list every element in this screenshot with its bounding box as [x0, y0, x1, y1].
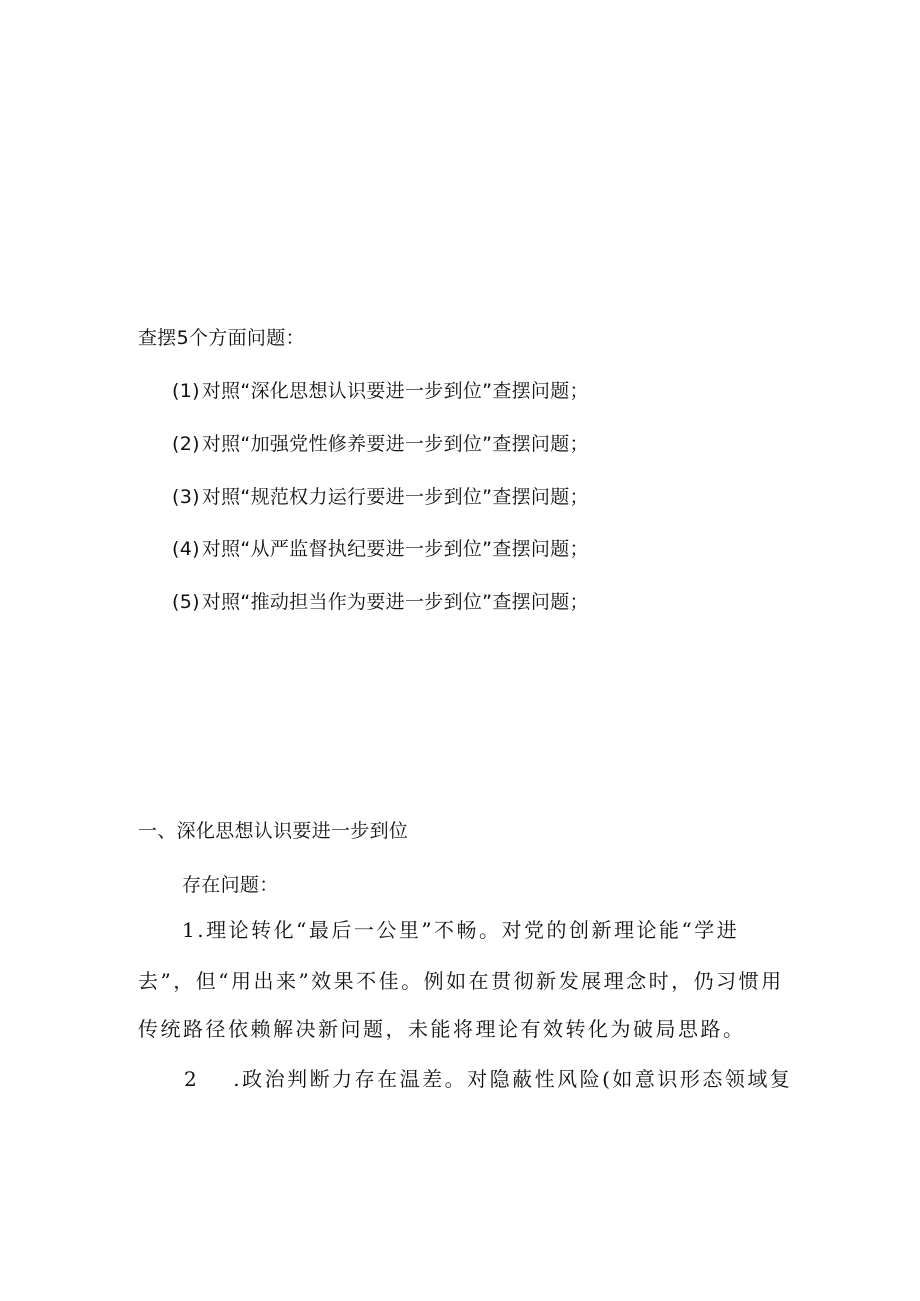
intro-item-3-index: (3): [172, 486, 200, 508]
intro-title: 查摆5个方面问题：: [138, 327, 305, 349]
intro-item-4-text: 对照“从严监督执纪要进一步到位”查摆问题；: [201, 538, 589, 560]
section-subheading: 存在问题：: [182, 874, 279, 896]
intro-item-3-text: 对照“规范权力运行要进一步到位”查摆问题；: [201, 486, 589, 508]
intro-item-5: [172, 589, 589, 615]
paragraph-1-line-1: [182, 917, 739, 943]
paragraph-1-line-2: 去”，但“用出来”效果不佳。例如在贯彻新发展理念时，仍习惯用: [138, 969, 784, 993]
section-heading: 一、深化思想认识要进一步到位: [138, 820, 409, 842]
paragraph-1-line-3: 传统路径依赖解决新问题，未能将理论有效转化为破局思路。: [138, 1017, 746, 1041]
intro-item-1-text: 对照“深化思想认识要进一步到位”查摆问题；: [201, 380, 589, 402]
intro-item-5-text: 对照“推动担当作为要进一步到位”查摆问题；: [201, 591, 589, 613]
paragraph-2-line-1: [184, 1066, 792, 1092]
intro-item-4-index: (4): [172, 538, 200, 560]
paragraph-1-number: 1: [182, 918, 198, 942]
paragraph-2-text-1: .政治判断力存在温差。对隐蔽性风险(如意识形态领域复: [233, 1067, 793, 1091]
paragraph-1-text-1: .理论转化“最后一公里”不畅。对党的创新理论能“学进: [197, 918, 740, 942]
intro-item-4: [172, 536, 589, 562]
intro-item-2-index: (2): [172, 433, 200, 455]
intro-item-1-index: (1): [172, 380, 200, 402]
paragraph-2-number: 2: [184, 1067, 200, 1091]
intro-item-2: [172, 431, 589, 457]
intro-item-3: [172, 484, 589, 510]
intro-item-5-index: (5): [172, 591, 200, 613]
intro-item-1: [172, 378, 589, 404]
intro-item-2-text: 对照“加强党性修养要进一步到位”查摆问题；: [201, 433, 589, 455]
